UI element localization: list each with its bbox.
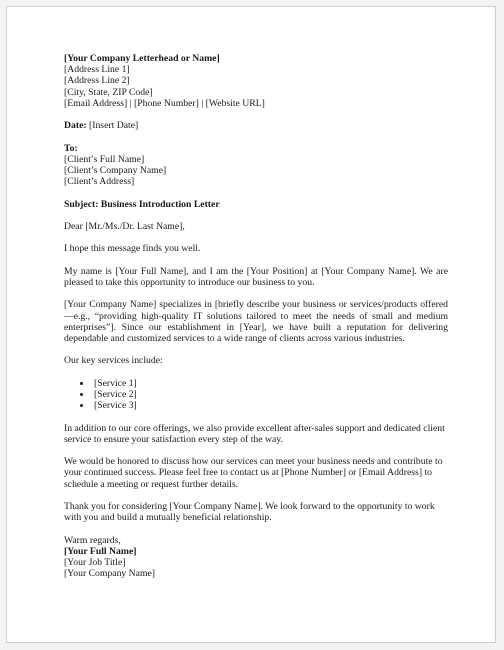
services-list <box>64 378 448 412</box>
service-item: • [Service 3] <box>92 400 448 411</box>
recipient-name: [Client’s Full Name] <box>64 153 145 165</box>
letterhead <box>64 53 448 109</box>
closing-regards: Warm regards, <box>64 534 121 546</box>
service-item: • [Service 1] <box>92 378 448 389</box>
date-value: [Insert Date] <box>86 120 139 132</box>
paragraph-contact: We would be honored to discuss how our services can meet your business needs and contribute to your continued success. Please feel free to contact us at [Phone Number] or [Email Address] to schedule a meeting or request further details. <box>64 456 443 490</box>
recipient-company: [Client’s Company Name] <box>64 165 167 176</box>
paragraph-support: In addition to our core offerings, we also provide excellent after-sales support and dedicated client service to ensure your satisfaction every step of the way. <box>64 422 445 445</box>
paragraph-greeting: I hope this message finds you well. <box>64 243 201 255</box>
closing-block <box>64 535 448 580</box>
closing-company: [Your Company Name] <box>64 568 156 580</box>
closing-title: [Your Job Title] <box>64 556 126 568</box>
recipient-label: To: <box>64 142 78 154</box>
closing-name: [Your Full Name] <box>64 545 137 557</box>
letterhead-company: [Your Company Letterhead or Name] <box>64 53 220 64</box>
date-line <box>64 120 448 131</box>
letter-body <box>64 53 448 579</box>
salutation: Dear [Mr./Ms./Dr. Last Name], <box>64 220 185 232</box>
paragraph-thanks: Thank you for considering [Your Company Name]. We look forward to the opportunity to work with you and build a mutually beneficial relationship. <box>64 500 435 524</box>
paragraph-introduction: My name is [Your Full Name], and I am the [Your Position] at [Your Company Name]. We are pleased to take this opportunity to introduce our business to you. <box>64 265 448 288</box>
letterhead-address-line-2: [Address Line 2] <box>64 75 130 87</box>
service-item: • [Service 2] <box>92 389 448 400</box>
letterhead-address-line-1: [Address Line 1] <box>64 64 130 76</box>
date-label: Date: <box>64 120 87 132</box>
recipient-address: [Client’s Address] <box>64 176 135 188</box>
letterhead-city: [City, State, ZIP Code] <box>64 86 153 98</box>
letterhead-contact: [Email Address] | [Phone Number] | [Website URL] <box>64 97 265 109</box>
subject-line: Subject: Business Introduction Letter <box>64 198 220 210</box>
document-page <box>6 6 496 643</box>
paragraph-company-description: [Your Company Name] specializes in [briefly describe your business or services/products offered—e.g., “providing high-quality IT solutions tailored to meet the needs of small and medium enterprises”]. Since our establishment in [Year], we have built a reputation for delivering dependable and customized services to a wide range of clients across various industries. <box>64 299 448 344</box>
paragraph-services-intro: Our key services include: <box>64 355 163 367</box>
recipient-block <box>64 143 448 188</box>
